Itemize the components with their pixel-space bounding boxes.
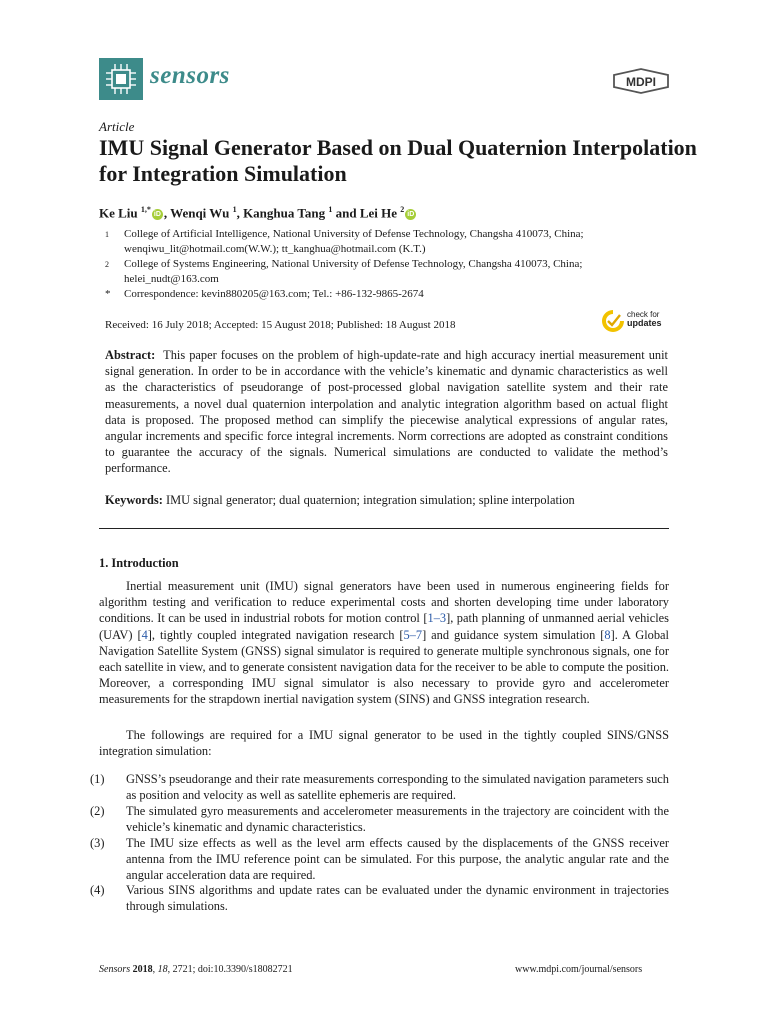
affiliation-text: Correspondence: kevin880205@163.com; Tel.: +86-132-9865-2674 bbox=[124, 288, 424, 300]
affiliation-text: College of Artificial Intelligence, National University of Defense Technology, Changsha 410073, China; wenqiwu_lit@hotmail.com(W.W.); tt_kanghua@hotmail.com (K.T.) bbox=[124, 228, 584, 255]
section-heading: 1. Introduction bbox=[99, 556, 179, 570]
affiliation-mark: 1 bbox=[105, 230, 109, 239]
intro-paragraph-1 bbox=[99, 578, 669, 708]
text-run: ]. A Global Navigation Satellite System (GNSS) signal simulator is required to generate multiple synchronous signals, one for each satellite in view, and to generate consistent navigation data for the receiver to be able to compute the position. Moreover, a corresponding IMU signal simulator is also necessary to provide gyro and accelerometer measurements for the strapdown inertial navigation system (SINS) and GNSS integration research. bbox=[99, 627, 669, 707]
orcid-icon[interactable]: iD bbox=[153, 211, 161, 219]
keywords-text: IMU signal generator; dual quaternion; integration simulation; spline interpolation bbox=[165, 493, 575, 507]
journal-url[interactable]: www.mdpi.com/journal/sensors bbox=[515, 964, 643, 975]
author-name[interactable]: Lei He bbox=[359, 205, 397, 221]
author-list: Ke Liu $^{1,*}$iD , Wenqi Wu $^1$, Kanghua Tang $^1$ and Lei He $^2$iD bbox=[99, 205, 415, 221]
affiliation-mark: 2 bbox=[105, 260, 109, 269]
list-number: (3) bbox=[90, 836, 105, 850]
citation-footer: Sensors 2018, 18, 2721; doi:10.3390/s18082721 bbox=[99, 964, 293, 975]
keywords-label: Keywords: bbox=[105, 493, 163, 507]
mdpi-logo bbox=[610, 67, 672, 100]
author-name[interactable]: Kanghua Tang bbox=[243, 205, 326, 221]
abstract-label: Abstract: bbox=[105, 348, 156, 362]
author-name[interactable]: Ke Liu bbox=[99, 205, 138, 221]
text-run: ] and guidance system simulation [ bbox=[422, 627, 605, 642]
author-affil: 1 bbox=[232, 205, 237, 214]
list-number: (2) bbox=[90, 804, 105, 818]
text-run: Inertial measurement unit (IMU) signal generators have been used in numerous engineering fields for algorithm testing and verification to reduce experimental costs and shorten developing time under laboratory conditions. It can be used in industrial robots for motion control [ bbox=[99, 579, 669, 626]
list-text: The simulated gyro measurements and accelerometer measurements in the trajectory are coincident with the vehicle’s kinematic and dynamic characteristics. bbox=[126, 804, 669, 835]
footer-journal: Sensors bbox=[99, 964, 131, 975]
check-updates-line2: updates bbox=[627, 318, 662, 328]
list-number: (1) bbox=[90, 772, 105, 786]
abstract bbox=[105, 347, 668, 477]
chip-icon bbox=[99, 58, 143, 100]
check-updates-icon bbox=[601, 309, 625, 333]
affiliation bbox=[105, 257, 665, 287]
affiliation bbox=[105, 227, 665, 257]
article-type: Article bbox=[99, 119, 135, 134]
footer-volume: 18 bbox=[157, 964, 168, 975]
publication-dates: Received: 16 July 2018; Accepted: 15 August 2018; Published: 18 August 2018 bbox=[105, 319, 456, 331]
journal-logo bbox=[99, 58, 143, 100]
author-name[interactable]: Wenqi Wu bbox=[170, 205, 230, 221]
divider bbox=[99, 528, 669, 529]
check-updates-line1: check for bbox=[627, 310, 660, 319]
check-for-updates-badge[interactable] bbox=[601, 309, 662, 338]
footer-year: 2018 bbox=[132, 964, 153, 975]
list-text: Various SINS algorithms and update rates can be evaluated under the dynamic environment in trajectories through simulations. bbox=[126, 883, 669, 914]
affiliation-text: College of Systems Engineering, National University of Defense Technology, Changsha 410073, China; helei_nudt@163.com bbox=[124, 258, 583, 285]
author-affil: 2 bbox=[400, 205, 405, 214]
mdpi-logo-text: MDPI bbox=[626, 75, 656, 89]
list-text: GNSS’s pseudorange and their rate measurements corresponding to the simulated navigation parameters such as position and velocity as well as satellite ephemeris are required. bbox=[126, 772, 669, 803]
list-text: The IMU size effects as well as the level arm effects caused by the displacements of the GNSS receiver antenna from the IMU reference point can be simulated. For this purpose, the analytic angular rate and the angular acceleration data are required. bbox=[126, 836, 669, 883]
abstract-text: This paper focuses on the problem of high-update-rate and high accuracy inertial measurement unit signal generation. In order to be in accordance with the vehicle’s kinematic and dynamic characteristics as well as the characteristics of pseudorange of post-processed global navigation satellite system and their rate measurements, a novel dual quaternion interpolation and analytic integration algorithm based on actual flight data is proposed. The proposed method can simplify the piecewise analytical expressions of angular rates, angular increments and specific force integral increments. Norm corrections are adopted as constraint conditions to guarantee the accuracy of the signals. Numerical simulations are conducted to validate the method’s performance. bbox=[105, 348, 668, 476]
paper-title: IMU Signal Generator Based on Dual Quaternion Interpolation for Integration Simulation bbox=[99, 135, 697, 186]
affiliation-mark: * bbox=[105, 288, 111, 300]
citation-link[interactable]: 5–7 bbox=[403, 627, 423, 642]
journal-name: sensors bbox=[150, 62, 230, 89]
keywords bbox=[105, 493, 668, 508]
correspondence bbox=[105, 287, 665, 302]
author-affil: 1 bbox=[328, 205, 333, 214]
orcid-icon[interactable]: iD bbox=[407, 211, 415, 219]
citation-link[interactable]: 8 bbox=[604, 627, 611, 642]
citation-link[interactable]: 4 bbox=[141, 627, 148, 642]
text-run: ], path planning of unmanned aerial vehicles (UAV) [ bbox=[99, 611, 669, 642]
intro-paragraph-2: The followings are required for a IMU signal generator to be used in the tightly coupled SINS/GNSS integration simulation: bbox=[99, 728, 669, 759]
citation-link[interactable]: 1–3 bbox=[427, 611, 447, 626]
list-number: (4) bbox=[90, 883, 105, 897]
text-run: ], tightly coupled integrated navigation research [ bbox=[147, 627, 404, 642]
author-affil: 1,* bbox=[140, 205, 151, 214]
footer-doi: , 2721; doi:10.3390/s18082721 bbox=[167, 964, 293, 975]
